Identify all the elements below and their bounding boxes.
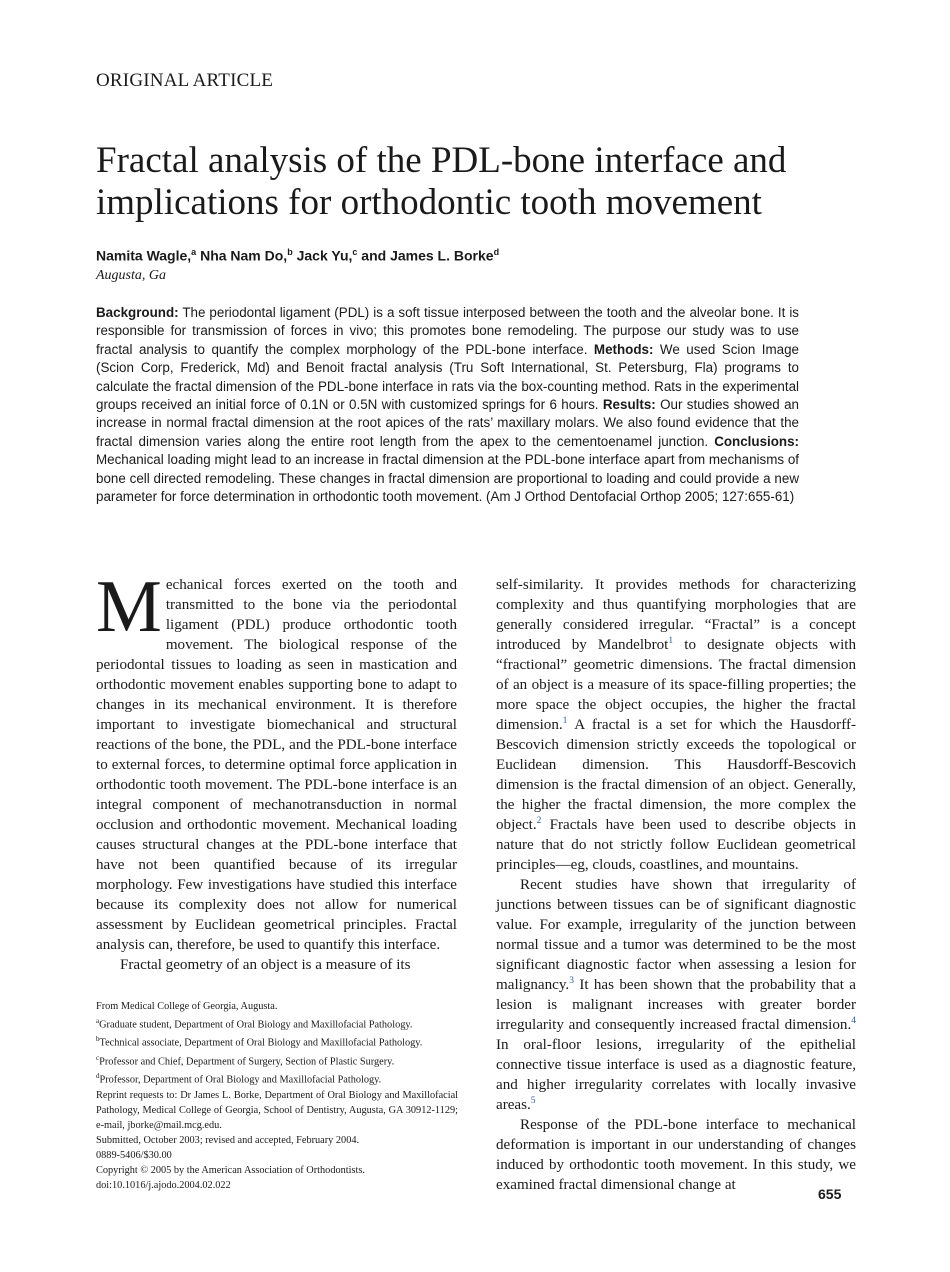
reference-link[interactable]: 4 [851,1016,856,1026]
body-text: It has been shown that the probability that a lesion is malignant increases with greater border irregularity and consequently increased fractal dimension. [496,977,856,1033]
abstract-results-label: Results: [602,397,656,413]
body-paragraph: Response of the PDL-bone interface to mechanical deformation is important in our understanding of changes induced by orthodontic tooth movement. In this study, we examined fractal dimensional change at [496,1117,856,1193]
body-paragraph [496,875,856,1115]
body-paragraph: Fractal geometry of an object is a measure of its [120,957,411,973]
body-text: self-similarity. It provides methods for characterizing complexity and thus quantifying morphologies that are generally considered irregular. “Fractal” is a concept introduced by Mandelbrot [496,577,856,653]
abstract-methods-label: Methods: [593,341,654,357]
page-number: 655 [818,1186,842,1202]
abstract-conclusions-label: Conclusions: [714,433,799,449]
article-title [96,140,876,224]
section-label: ORIGINAL ARTICLE [96,70,274,91]
footnote-reprint: Reprint requests to: Dr James L. Borke, Department of Oral Biology and Maxillofacial Pathology, Medical College of Georgia, School of Dentistry, Augusta, GA 30912-1129; e-mail, jborke@mail.mcg.edu. [96,1089,458,1131]
footnote-marker: d [96,1072,100,1081]
reference-link[interactable]: 3 [569,976,574,986]
body-paragraph [96,566,457,955]
abstract-background-text: The periodontal ligament (PDL) is a soft tissue interposed between the tooth and the alveolar bone. It is responsible for transmission of forces in vivo; this promotes bone remodeling. The purpose our study was to use fractal analysis to quantify the complex morphology of the PDL-bone interface. [96,305,799,357]
footnote-affiliation [96,1051,458,1069]
drop-cap: M [96,566,162,648]
footnote-affiliation [96,1069,458,1087]
reference-link[interactable]: 2 [536,816,542,826]
title-line-1: Fractal analysis of the PDL-bone interface and [96,140,787,181]
body-text: In oral-floor lesions, irregularity of the epithelial connective tissue interface is used as a diagnostic feature, and higher irregularity correlates with locally invasive areas. [496,1037,856,1113]
footnote-copyright: Copyright © 2005 by the American Association of Orthodontists. [96,1164,365,1176]
abstract-results-text: Our studies showed an increase in normal fractal dimension at the root apices of the rats’ maxillary molars. We also found evidence that the fractal dimension varies along the entire root length from the apex to the cementoenamel junction. [96,397,800,449]
footnote-doi[interactable]: doi:10.1016/j.ajodo.2004.02.022 [96,1179,231,1191]
body-text: Fractals have been used to describe objects in nature that do not strictly follow Euclidean geometrical principles—eg, clouds, coastlines, and mountains. [496,817,856,873]
footnote-issn: 0889-5406/$30.00 [96,1149,172,1161]
footnote-marker: c [96,1053,100,1062]
author-list [96,247,499,264]
body-text: Recent studies have shown that irregularity of junctions between tissues can be of significant diagnostic value. For example, irregularity of the junction between normal tissue and a tumor was determined to be the most significant diagnostic factor when assessing a lesion for malignancy. [496,877,856,993]
footnote-affiliation [96,1014,458,1032]
abstract-background-label: Background: [96,305,179,320]
footnote-from: From Medical College of Georgia, Augusta. [96,1001,278,1012]
body-column-right [496,575,856,1195]
footnote-submitted: Submitted, October 2003; revised and accepted, February 2004. [96,1134,360,1146]
abstract-conclusions-text: Mechanical loading might lead to an increase in fractal dimension at the PDL-bone interface apart from mechanisms of bone cell directed remodeling. These changes in fractal dimension are proportional to loading and could provide a new parameter for force determination in orthodontic tooth movement. (Am J Orthod Dentofacial Orthop 2005; 127:655-61) [96,452,799,505]
reference-link[interactable]: 1 [562,716,568,726]
body-text: to designate objects with “fractional” geometric dimensions. The fractal dimension of an object is a measure of its space-filling properties; the more space the object occupies, the higher the fractal dimension. [496,637,857,733]
reference-link[interactable]: 1 [668,636,674,646]
body-text: A fractal is a set for which the Hausdorff-Bescovich dimension strictly exceeds the topological or Euclidean dimension. This Hausdorff-Bescovich dimension is the fractal dimension of an object. Generally, the higher the fractal dimension, the more complex the object. [496,717,856,833]
author-name: Jack Yu, [292,247,353,264]
footnote-text: Technical associate, Department of Oral Biology and Maxillofacial Pathology. [99,1037,423,1049]
body-column-left [96,566,457,975]
affiliation-marker: b [287,247,293,257]
footnote-text: Professor and Chief, Department of Surgery, Section of Plastic Surgery. [99,1056,395,1068]
author-name: Nha Nam Do, [196,247,288,264]
author-name: Namita Wagle, [96,247,192,264]
affiliation-marker: c [352,247,358,257]
reference-link[interactable]: 5 [530,1096,536,1106]
footnote-text: Professor, Department of Oral Biology and Maxillofacial Pathology. [99,1074,382,1086]
body-text: echanical forces exerted on the tooth and transmitted to the bone via the periodontal ligament (PDL) produce orthodontic tooth movement. The biological response of the periodontal tissues to loading as seen in mastication and orthodontic movement enables supporting bone to adapt to changes in its mechanical environment. It is therefore important to investigate biomechanical and structural reactions of the bone, the PDL, and the PDL-bone interface to external forces, to determine optimal force application in orthodontic tooth movement. The PDL-bone interface is an integral component of mechanotransduction in normal occlusion and orthodontic movement. Mechanical loading causes structural changes at the PDL-bone interface that have not been quantified because of its irregular morphology. Few investigations have studied this interface because its complexity does not allow for numerical assessment by Euclidean geometrical principles. Fractal analysis can, therefore, be used to quantify this interface. [96,577,457,953]
footnote-affiliation [96,1032,458,1050]
affiliation-marker: a [191,247,197,257]
author-location: Augusta, Ga [96,268,166,283]
affiliation-marker: d [493,247,500,257]
abstract-methods-text: We used Scion Image (Scion Corp, Frederick, Md) and Benoit fractal analysis (Tru Soft International, St. Petersburg, Fla) programs to calculate the fractal dimension of the PDL-bone interface in rats via the box-counting method. Rats in the experimental groups received an initial force of 0.1N or 0.5N with customized springs for 6 hours. [96,341,799,413]
footnote-marker: a [96,1017,100,1025]
footnote-text: Graduate student, Department of Oral Biology and Maxillofacial Pathology. [99,1019,413,1031]
footnotes [96,999,458,1193]
title-line-2: implications for orthodontic tooth movement [96,182,762,223]
abstract [96,304,799,506]
author-name: and James L. Borke [357,247,494,264]
footnote-marker: b [96,1035,100,1044]
body-paragraph [496,575,856,875]
